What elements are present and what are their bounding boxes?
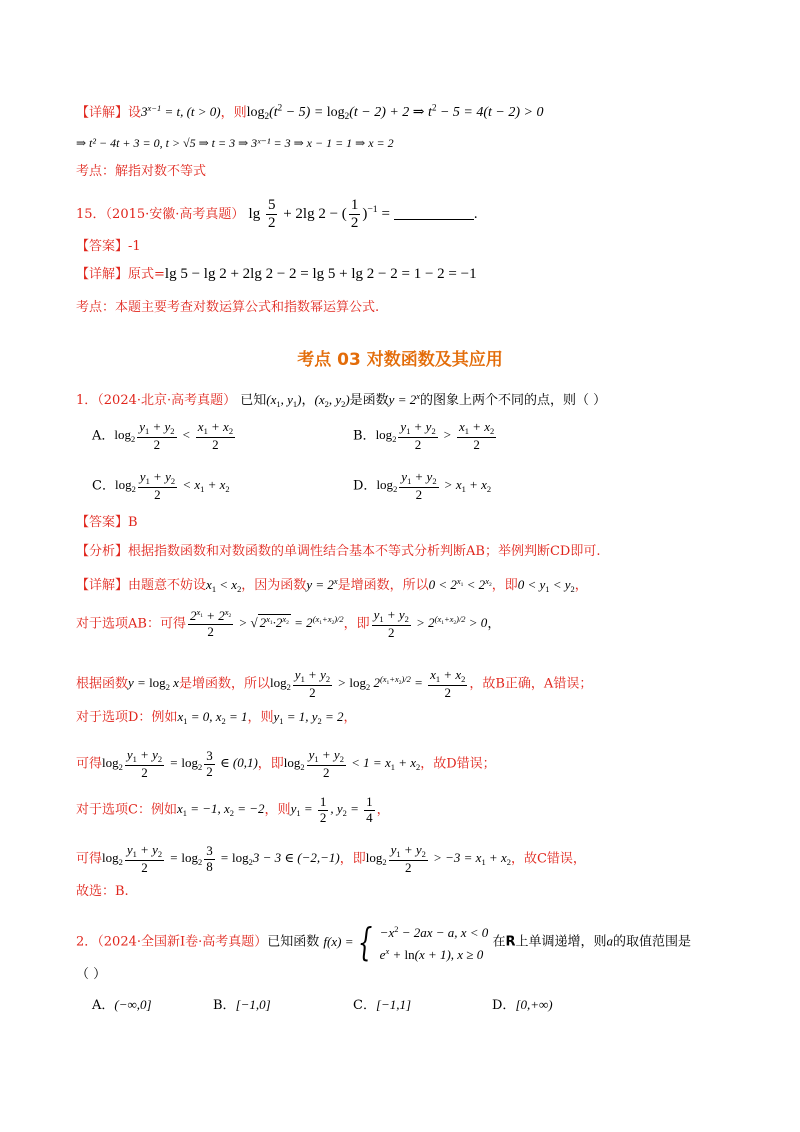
q1-analysis: 【分析】根据指数函数和对数函数的单调性结合基本不等式分析判断AB；举例判断CD即可. — [76, 544, 601, 559]
q1-stem: 1．（2024·北京·高考真题） 已知($x_1$, $y_1$)，($x_2$, $y_2$)是函数$y = 2^x$的图象上两个不同的点，则（ ） — [76, 391, 607, 410]
math-expr: $\log_2(t^2 - 5) = \log_2(t - 2) + 2$ ⇒ $t^2 - 5 = 4(t - 2) > 0$ — [246, 103, 544, 122]
q1-detail-4: 对于选项D：例如$x_1 = 0$, $x_2 = 1$，则$y_1 = 1$, $y_2 = 2$， — [76, 709, 357, 726]
math-expr: $3^{x-1} = t$, (t > 0) — [141, 103, 221, 120]
q1-conclusion: 故选：B. — [76, 884, 129, 899]
detail-line-2: ⇒ t² − 4t + 3 = 0, t > √5 ⇒ t = 3 ⇒ 3ˣ⁻¹ = 3 ⇒ x − 1 = 1 ⇒ x = 2 — [76, 136, 394, 150]
q2-option-a[interactable]: A．(−∞,0] — [92, 997, 152, 1013]
q2-option-c[interactable]: C．[−1,1] — [353, 997, 412, 1013]
q2-option-d[interactable]: D．[0,+∞) — [492, 997, 553, 1013]
q15-stem: 15．（2015·安徽·高考真题） lg $\frac{5}{2}$ + 2lg 2 − ( $\frac{1}{2}$ )$^{-1}$ = . — [76, 197, 478, 232]
answer-blank — [394, 219, 474, 220]
kaodian-line-1: 考点：解指对数不等式 — [76, 164, 207, 179]
q1-detail-5: 可得$\log_2$ $\frac{y_1 + y_2}{2}$ = $\log_2$ $\frac{3}{2}$ ∈ (0,1)，即$\log_2$ $\frac{y_1 + y_2}{2}$ < $1 = x_1 + x_2$，故D错误； — [76, 747, 496, 780]
q1-option-d[interactable]: D．$\log_2$ $\frac{y_1 + y_2}{2}$ > $x_1 + x_2$ — [353, 469, 492, 502]
q1-detail-6: 对于选项C：例如$x_1 = -1$, $x_2 = -2$，则$y_1$ = $\frac{1}{2}$ , $y_2$ = $\frac{1}{4}$ ， — [76, 794, 390, 825]
q15-answer: 【答案】-1 — [76, 239, 141, 254]
q1-option-c[interactable]: C．$\log_2$ $\frac{y_1 + y_2}{2}$ < $x_1 + x_2$ — [92, 469, 230, 502]
piecewise-function: f(x) = { $-x^2 - 2ax - a$, x < 0 $e^x + \ln(x + 1)$, x ≥ 0 — [323, 920, 489, 965]
q1-detail-3: 根据函数$y = \log_2 x$是增函数，所以$\log_2$ $\frac{y_1 + y_2}{2}$ > $\log_2 2^{(x_1+x_2)/2}$ = $\frac{x_1 + x_2}{2}$ ，故B正确，A错误； — [76, 667, 593, 700]
detail-tag: 【详解】 — [76, 105, 129, 121]
q2-option-b[interactable]: B．[−1,0] — [213, 997, 271, 1013]
detail-line-1: 【详解】设$3^{x-1} = t$, (t > 0)，则$\log_2(t^2 - 5) = \log_2(t - 2) + 2$ ⇒ $t^2 - 5 = 4(t - 2) > 0$ — [76, 103, 544, 122]
q1-answer: 【答案】B — [76, 515, 138, 530]
q2-stem: 2．（2024·全国新Ⅰ卷·高考真题）已知函数 f(x) = { $-x^2 - 2ax - a$, x < 0 $e^x + \ln(x + 1)$, x ≥ 0 在R上单调递增，则a的取值范围是 — [76, 920, 691, 965]
q15-detail: 【详解】原式=lg 5 − lg 2 + 2lg 2 − 2 = lg 5 + lg 2 − 2 = 1 − 2 = −1 — [76, 266, 477, 282]
kaodian-line-2: 考点：本题主要考查对数运算公式和指数幂运算公式. — [76, 300, 380, 315]
q1-detail-7: 可得$\log_2$ $\frac{y_1 + y_2}{2}$ = $\log_2$ $\frac{3}{8}$ = $\log_23 - 3$ ∈ (−2,−1)，即$\log_2$ $\frac{y_1 + y_2}{2}$ > $-3 = x_1 + x_2$，故C错误， — [76, 842, 586, 875]
math-expr: lg 5 − lg 2 + 2lg 2 − 2 = lg 5 + lg 2 − 2 = 1 − 2 = −1 — [164, 266, 477, 282]
section-title: 考点 03 对数函数及其应用 — [297, 350, 503, 370]
math-expr: lg $\frac{5}{2}$ + 2lg 2 − ( $\frac{1}{2}$ )$^{-1}$ = — [248, 197, 394, 232]
q1-detail-1: 【详解】由题意不妨设$x_1 < x_2$，因为函数$y = 2^x$是增函数，所以$0 < 2^{x_1} < 2^{x_2}$，即$0 < y_1 < y_2$， — [76, 576, 588, 595]
q1-option-b[interactable]: B．$\log_2$ $\frac{y_1 + y_2}{2}$ > $\frac{x_1 + x_2}{2}$ — [353, 419, 495, 452]
q1-detail-2: 对于选项AB：可得 $\frac{2^{x_1} + 2^{x_2}}{2}$ > √ $2^{x_1}\cdot 2^{x_2} = 2^{(x_1+x_2)/2}$，即 $\frac{y_1 + y_2}{2}$ > $2^{(x_1+x_2)/2} > 0$， — [76, 607, 501, 640]
q1-option-a[interactable]: A．$\log_2$ $\frac{y_1 + y_2}{2}$ < $\frac{x_1 + x_2}{2}$ — [92, 419, 234, 452]
q2-paren: （ ） — [76, 967, 107, 982]
